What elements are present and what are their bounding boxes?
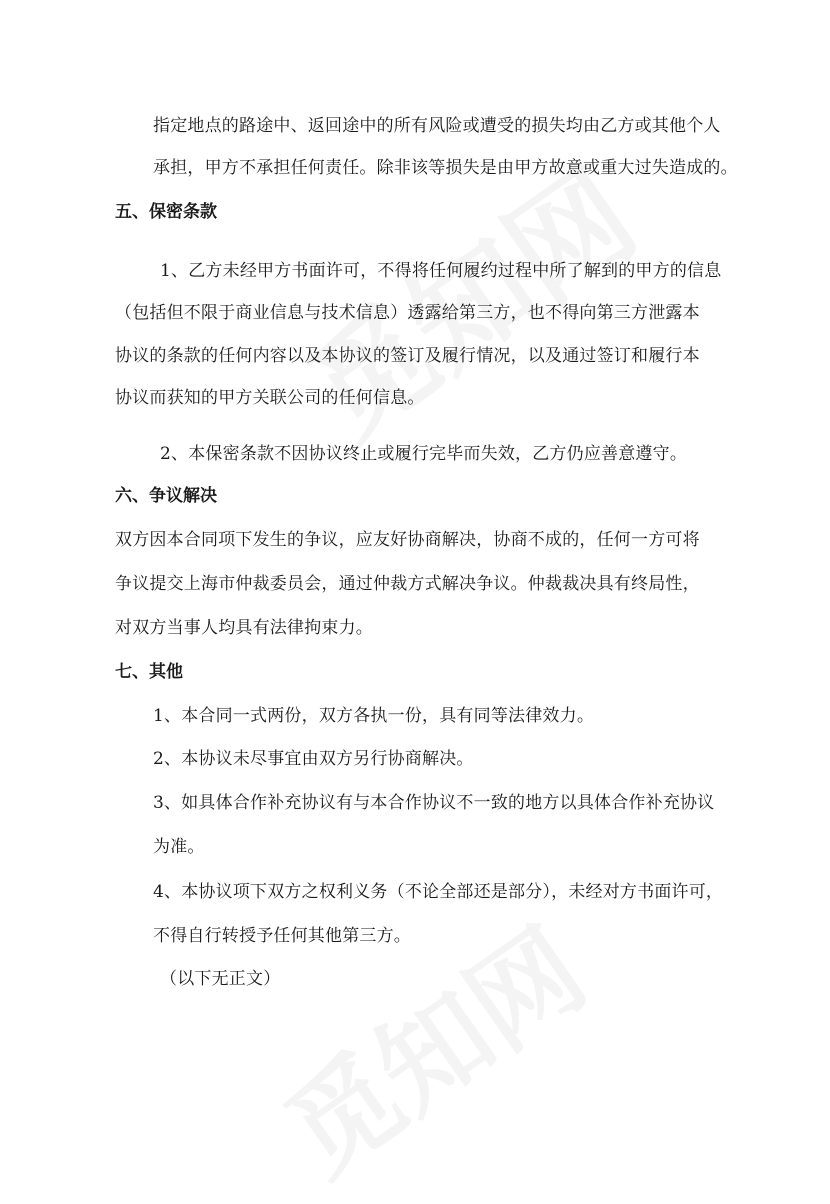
clause-line: 不得自行转授予任何其他第三方。 xyxy=(153,926,411,946)
section-heading-other: 七、其他 xyxy=(115,662,183,682)
paragraph-line: 承担，甲方不承担任何责任。除非该等损失是由甲方故意或重大过失造成的。 xyxy=(153,158,738,178)
clause-line: 协议而获知的甲方关联公司的任何信息。 xyxy=(115,388,425,408)
clause-line: 1、乙方未经甲方书面许可，不得将任何履约过程中所了解到的甲方的信息 xyxy=(160,261,722,281)
paragraph-line: 指定地点的路途中、返回途中的所有风险或遭受的损失均由乙方或其他个人 xyxy=(153,116,721,136)
closing-note: （以下无正文） xyxy=(160,969,281,989)
clause-line: 2、本保密条款不因协议终止或履行完毕而失效，乙方仍应善意遵守。 xyxy=(160,444,688,464)
clause-line: 2、本协议未尽事宜由双方另行协商解决。 xyxy=(153,749,474,769)
clause-line: 协议的条款的任何内容以及本协议的签订及履行情况，以及通过签订和履行本 xyxy=(115,346,700,366)
section-heading-confidentiality: 五、保密条款 xyxy=(115,202,217,222)
section-heading-dispute: 六、争议解决 xyxy=(115,486,217,506)
clause-line: 双方因本合同项下发生的争议，应友好协商解决，协商不成的，任何一方可将 xyxy=(115,530,700,550)
clause-line: 4、本协议项下双方之权利义务（不论全部还是部分），未经对方书面许可， xyxy=(153,882,724,902)
clause-line: 3、如具体合作补充协议有与本合作协议不一致的地方以具体合作补充协议 xyxy=(153,793,715,813)
clause-line: （包括但不限于商业信息与技术信息）透露给第三方，也不得向第三方泄露本 xyxy=(115,303,700,323)
clause-line: 争议提交上海市仲裁委员会，通过仲裁方式解决争议。仲裁裁决具有终局性， xyxy=(115,574,700,594)
clause-line: 1、本合同一式两份，双方各执一份，具有同等法律效力。 xyxy=(153,706,595,726)
clause-line: 对双方当事人均具有法律拘束力。 xyxy=(115,618,373,638)
clause-line: 为准。 xyxy=(153,837,205,857)
